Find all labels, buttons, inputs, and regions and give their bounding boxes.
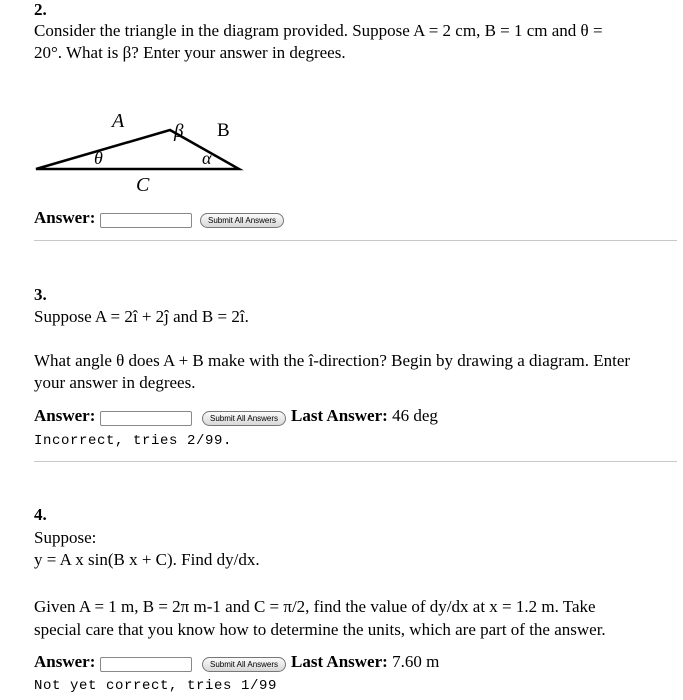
q4-prompt-line4: special care that you know how to determine the units, which are part of the answer.: [34, 620, 606, 639]
diagram-label-beta: β: [174, 121, 184, 142]
q4-last-answer-label: Last Answer:: [291, 652, 388, 671]
q4-last-answer-value: 7.60 m: [392, 652, 440, 671]
q3-prompt-line1: Suppose A = 2î + 2ĵ and B = 2î.: [34, 307, 249, 326]
q3-last-answer: [291, 406, 438, 426]
q3-answer-label: Answer:: [34, 406, 96, 425]
q3-answer-input[interactable]: [100, 411, 192, 426]
diagram-label-alpha: α: [202, 148, 212, 168]
q4-last-answer: [291, 652, 439, 672]
triangle-diagram: [30, 105, 250, 200]
q4-prompt-line1: Suppose:: [34, 528, 97, 547]
q3-prompt-line2: What angle θ does A + B make with the î-direction? Begin by drawing a diagram. Enter: [34, 351, 631, 370]
q2-submit-button[interactable]: Submit All Answers: [200, 213, 284, 228]
q2-answer-input[interactable]: [100, 213, 192, 228]
diagram-label-B: B: [217, 120, 230, 141]
q4-answer-label: Answer:: [34, 652, 96, 671]
q3-number: 3.: [34, 285, 47, 304]
q3-last-answer-label: Last Answer:: [291, 406, 388, 425]
diagram-label-theta: θ: [94, 148, 103, 168]
q3-prompt-line3: your answer in degrees.: [34, 373, 196, 392]
q2-number: 2.: [34, 0, 47, 19]
q4-prompt-line3: Given A = 1 m, B = 2π m-1 and C = π/2, find the value of dy/dx at x = 1.2 m. Take: [34, 597, 596, 616]
q3-submit-button[interactable]: Submit All Answers: [202, 411, 286, 426]
divider-q3-q4: [34, 461, 677, 462]
q4-status: Not yet correct, tries 1/99: [34, 678, 278, 694]
q3-status: Incorrect, tries 2/99.: [34, 433, 233, 449]
q4-prompt-line2: y = A x sin(B x + C). Find dy/dx.: [34, 550, 260, 569]
q4-number: 4.: [34, 505, 47, 524]
diagram-label-A: A: [112, 110, 125, 132]
q2-answer-label: Answer:: [34, 208, 96, 227]
divider-q2-q3: [34, 240, 677, 241]
q4-answer-input[interactable]: [100, 657, 192, 672]
q2-prompt-line1: Consider the triangle in the diagram provided. Suppose A = 2 cm, B = 1 cm and θ =: [34, 21, 603, 40]
q4-submit-button[interactable]: Submit All Answers: [202, 657, 286, 672]
diagram-label-C: C: [136, 174, 150, 196]
q3-last-answer-value: 46 deg: [392, 406, 438, 425]
q2-prompt-line2: 20°. What is β? Enter your answer in degrees.: [34, 43, 346, 62]
